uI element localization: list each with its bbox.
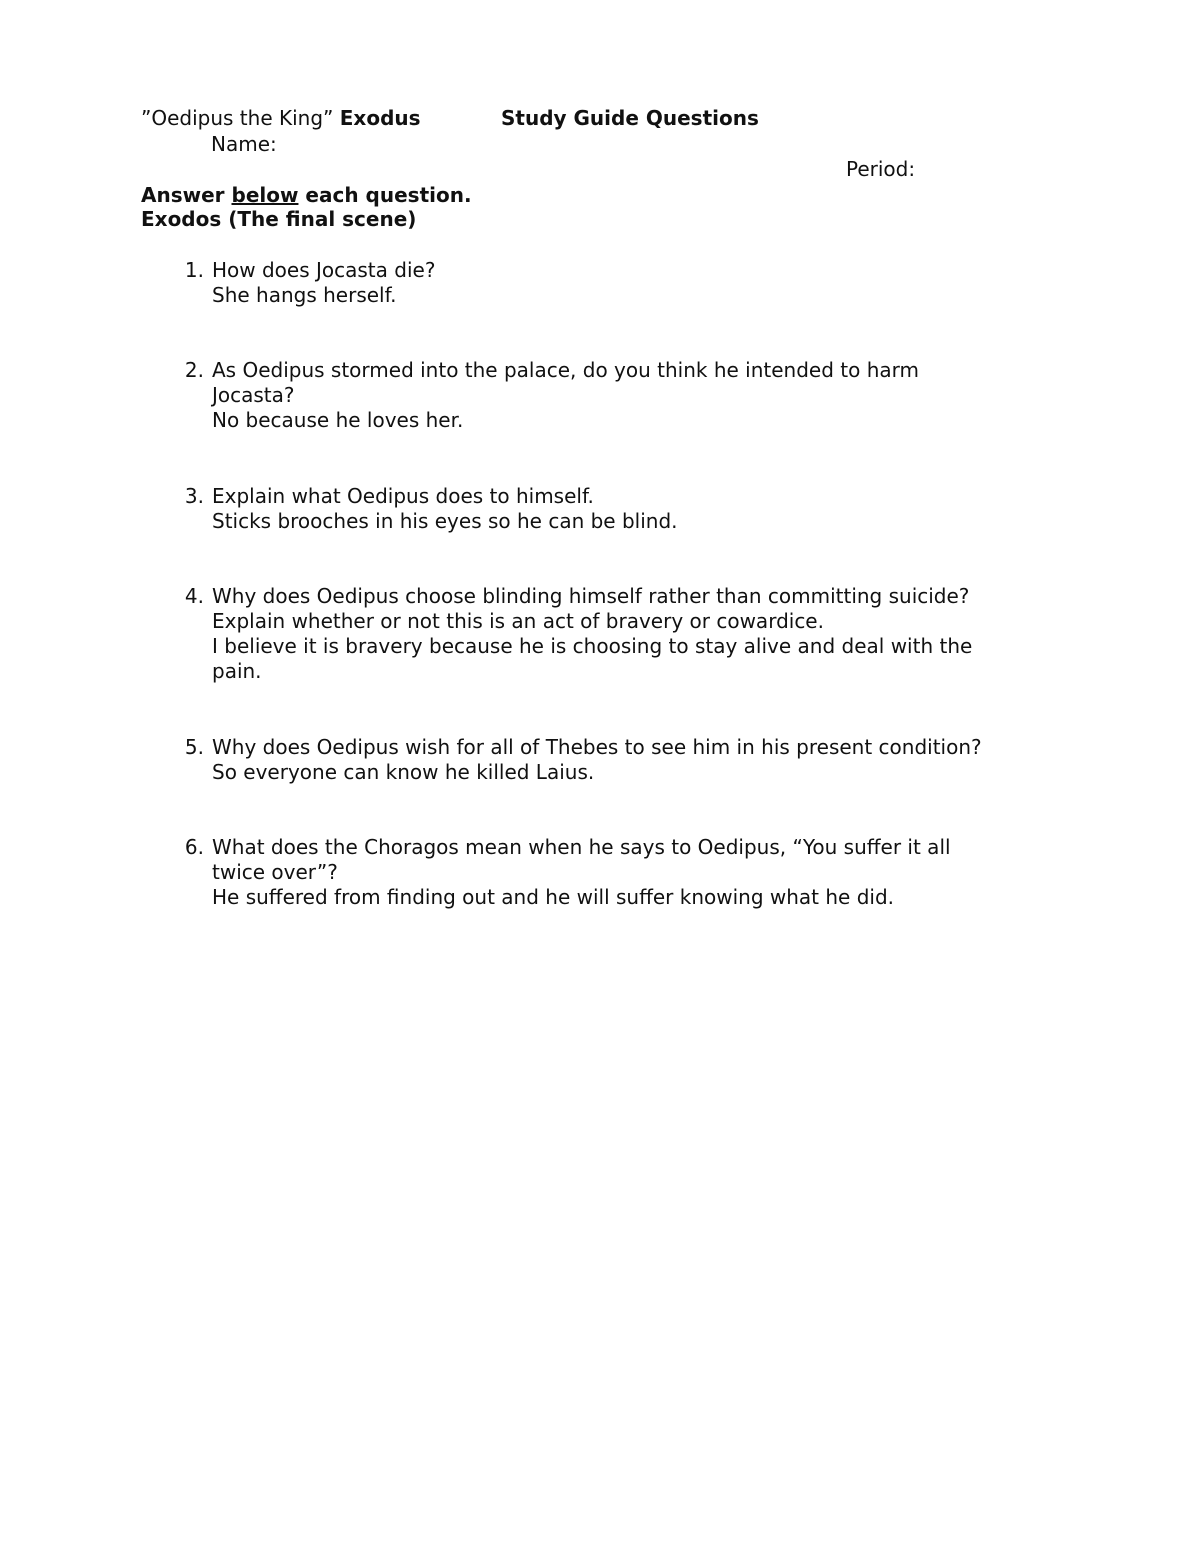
question-body [212,258,1062,308]
question-text: Explain what Oedipus does to himself. [212,484,594,508]
question-number: 2. [184,358,204,382]
question-number: 5. [184,735,204,759]
answer-text: So everyone can know he killed Laius. [212,760,595,784]
question-text: Explain whether or not this is an act of bravery or cowardice. [212,609,824,633]
question-body [212,484,1062,534]
answer-text: I believe it is bravery because he is choosing to stay alive and deal with the [212,634,973,658]
question-body [212,835,1062,910]
instructions-post: each question. [305,183,472,207]
answer-text: She hangs herself. [212,283,397,307]
question-text: Jocasta? [212,383,295,407]
instructions [141,183,472,208]
question-text: Why does Oedipus wish for all of Thebes to see him in his present condition? [212,735,982,759]
answer-text: He suffered from finding out and he will suffer knowing what he did. [212,885,895,909]
instructions-pre: Answer [141,183,225,207]
answer-text: No because he loves her. [212,408,464,432]
play-title: ”Oedipus the King” [141,106,334,130]
document-title [141,106,421,131]
question-number: 1. [184,258,204,282]
question-text: twice over”? [212,860,338,884]
question-text: How does Jocasta die? [212,258,436,282]
question-text: What does the Choragos mean when he says to Oedipus, “You suffer it all [212,835,951,859]
question-body [212,584,1062,684]
question-text: As Oedipus stormed into the palace, do you think he intended to harm [212,358,919,382]
name-label: Name: [211,132,277,156]
answer-text: Sticks brooches in his eyes so he can be blind. [212,509,678,533]
section-heading: Exodos (The final scene) [141,207,417,231]
period-label: Period: [846,157,916,181]
section-title: Exodus [339,106,421,130]
question-number: 4. [184,584,204,608]
question-body [212,735,1062,785]
question-text: Why does Oedipus choose blinding himself rather than committing suicide? [212,584,970,608]
question-number: 3. [184,484,204,508]
instructions-underlined: below [231,183,299,207]
question-number: 6. [184,835,204,859]
question-body [212,358,1062,433]
answer-text: pain. [212,659,262,683]
document-subtitle: Study Guide Questions [501,106,759,130]
